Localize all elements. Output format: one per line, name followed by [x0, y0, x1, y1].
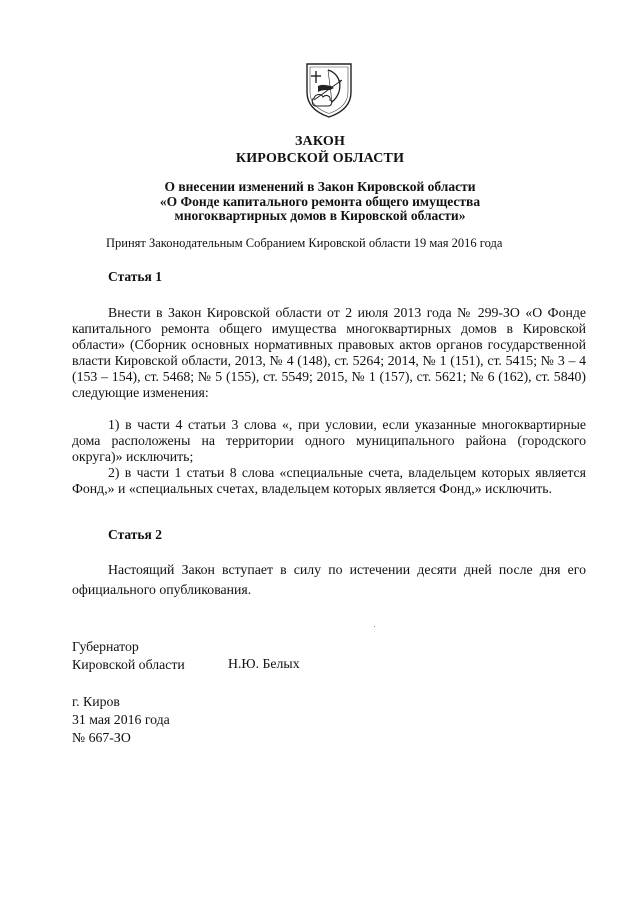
signatory-name: Н.Ю. Белых: [228, 656, 300, 671]
article1-item1: 1) в части 4 статьи 3 слова «, при условии, если указанные многоквартирные дома расположены на территории одного муниципального района (городского округа)» исключить;: [72, 417, 586, 464]
signatory-position-line2: Кировской области: [72, 657, 185, 672]
signatory-position-line1: Губернатор: [72, 639, 139, 654]
signing-date: 31 мая 2016 года: [72, 712, 170, 727]
law-subtitle-line3: многоквартирных домов в Кировской области»: [174, 208, 466, 223]
law-title-line2: КИРОВСКОЙ ОБЛАСТИ: [235, 151, 405, 166]
law-subtitle-line1: О внесении изменений в Закон Кировской области: [164, 179, 476, 194]
law-title-line1: ЗАКОН: [294, 134, 346, 149]
kirov-oblast-coat-of-arms-icon: [304, 62, 354, 118]
law-subtitle-line2: «О Фонде капитального ремонта общего имущества: [159, 194, 481, 209]
adoption-note: Принят Законодательным Собранием Кировской области 19 мая 2016 года: [106, 236, 503, 250]
article2-heading: Статья 2: [108, 527, 162, 542]
article1-heading: Статья 1: [108, 269, 162, 284]
law-number: № 667-ЗО: [72, 730, 131, 745]
article2-text: Настоящий Закон вступает в силу по истечении десяти дней после дня его официального опубликования.: [72, 562, 586, 597]
scan-speck: [374, 626, 375, 627]
article1-item2: 2) в части 1 статьи 8 слова «специальные счета, владельцем которых является Фонд,» и «специальных счетах, владельцем которых является Фонд,» исключить.: [72, 465, 586, 496]
signing-city: г. Киров: [72, 694, 120, 709]
article1-intro: Внести в Закон Кировской области от 2 июля 2013 года № 299-ЗО «О Фонде капитального ремонта общего имущества многоквартирных домов в Кировской области» (Сборник основных нормативных правовых актов органов государственной власти Кировской области, 2013, № 4 (148), ст. 5264; 2014, № 1 (151), ст. 5415; № 3 – 4 (153 – 154), ст. 5468; № 5 (155), ст. 5549; 2015, № 1 (157), ст. 5621; № 6 (162), ст. 5840) следующие изменения:: [72, 305, 586, 400]
